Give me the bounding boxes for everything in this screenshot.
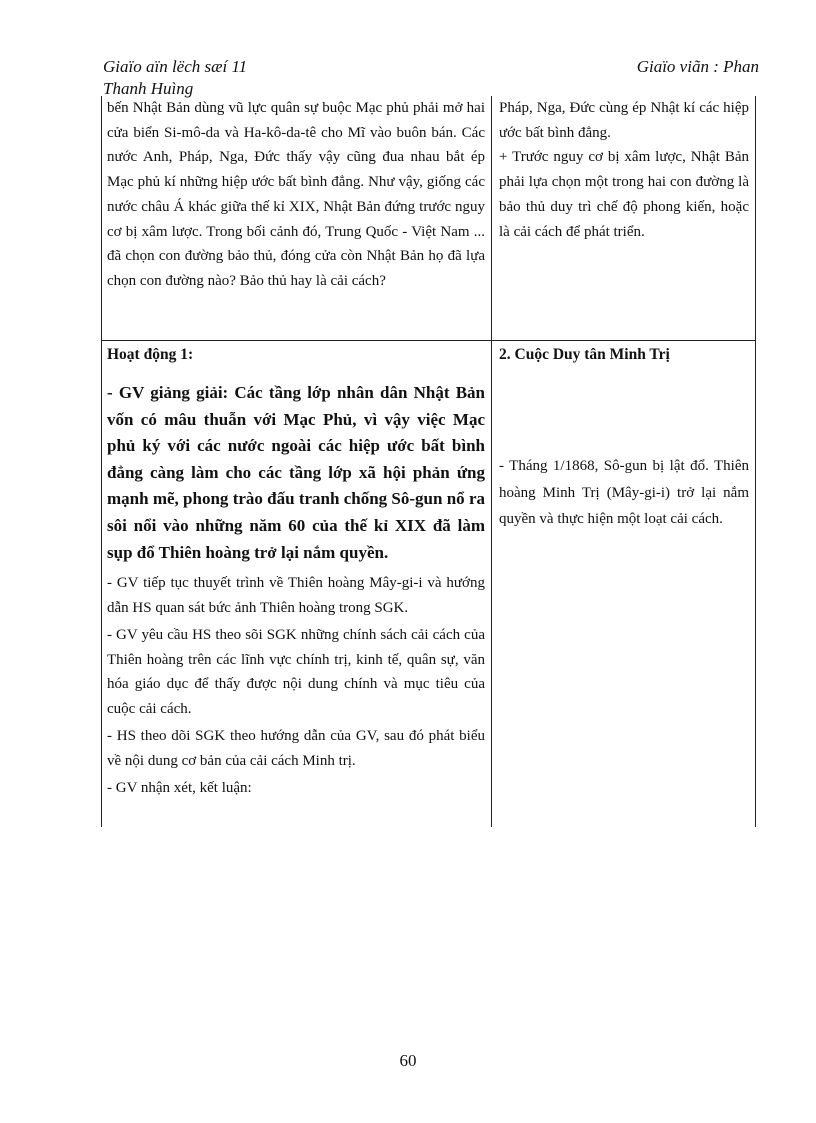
right-top-paragraph-2: + Trước nguy cơ bị xâm lược, Nhật Bản phải lựa chọn một trong hai con đường là bảo thủ duy trì chế độ phong kiến, hoặc là cải cách để phát triển. — [499, 149, 749, 240]
table-column-divider — [491, 96, 492, 827]
section-heading: 2. Cuộc Duy tân Minh Trị — [499, 346, 670, 363]
header-subject: Giaïo aïn lëch sæí 11 — [103, 57, 248, 76]
page-number: 60 — [399, 1051, 417, 1070]
gv-explanation-text: - GV giảng giải: Các tầng lớp nhân dân Nhật Bản vốn có mâu thuẫn với Mạc Phủ, vì vậy việc Mạc phủ ký với các nước ngoài các hiệp ước bất bình đẳng càng làm cho các tầng lớp xã hội phản ứng mạnh mẽ, phong trào đấu tranh chống Sô-gun nổ ra sôi nổi vào những năm 60 của thế kỉ XIX đã làm sụp đổ Thiên hoàng trở lại nắm quyền. — [107, 383, 485, 562]
activity-label: Hoạt động 1: — [107, 346, 194, 363]
table-right-border — [755, 96, 756, 827]
header-left — [103, 56, 363, 100]
activity-step: - GV nhận xét, kết luận: — [107, 780, 252, 796]
table-left-border — [101, 96, 102, 827]
meiji-event-note: - Tháng 1/1868, Sô-gun bị lật đổ. Thiên hoàng Minh Trị (Mây-gi-i) trở lại nắm quyền và thực hiện một loạt cải cách. — [499, 458, 749, 527]
activity-step: - GV yêu cầu HS theo sõi SGK những chính sách cải cách của Thiên hoàng trên các lĩnh vực chính trị, kinh tế, quân sự, văn hóa giáo dục để thấy được nội dung chính và mục tiêu của cuộc cải cách. — [107, 627, 485, 717]
activity-steps — [107, 571, 485, 804]
header-teacher-name: Thanh Huìng — [103, 79, 194, 98]
header-right: Giaïo viãn : Phan — [636, 57, 759, 76]
gv-explanation — [107, 380, 485, 566]
intro-paragraph: bến Nhật Bản dùng vũ lực quân sự buộc Mạc phủ phải mở hai cửa biển Si-mô-da và Ha-kô-da-tê cho Mĩ vào buôn bán. Các nước Anh, Pháp, Nga, Đức thấy vậy cũng đua nhau bắt ép Mạc phủ kí những hiệp ước bất bình đẳng. Như vậy, giống các nước châu Á khác giữa thế kỉ XIX, Nhật Bản đứng trước nguy cơ bị xâm lược. Trong bối cảnh đó, Trung Quốc - Việt Nam ... đã chọn con đường bảo thủ, đóng cửa còn Nhật Bản họ đã lựa chọn con đường nào? Bảo thủ hay là cải cách? — [107, 100, 485, 289]
activity-step: - HS theo dõi SGK theo hướng dẫn của GV, sau đó phát biểu về nội dung cơ bản của cải cách Minh trị. — [107, 728, 485, 769]
right-column-top — [499, 96, 749, 244]
table-row-divider — [101, 340, 756, 341]
activity-step: - GV tiếp tục thuyết trình về Thiên hoàng Mây-gi-i và hướng dẫn HS quan sát bức ảnh Thiên hoàng trong SGK. — [107, 575, 485, 616]
right-top-paragraph-1: Pháp, Nga, Đức cùng ép Nhật kí các hiệp ước bất bình đẳng. — [499, 100, 749, 141]
